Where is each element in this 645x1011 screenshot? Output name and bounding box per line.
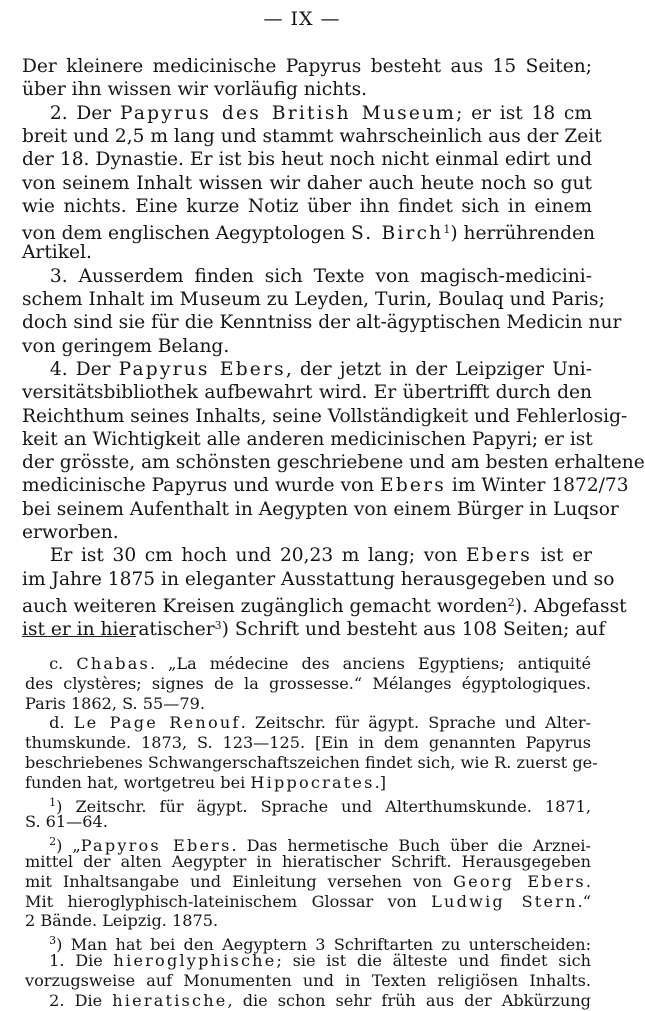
text-segment: doch sind sie für die Kenntniss der alt-ägyptischen Medicin nur [22, 312, 622, 334]
text-line [22, 429, 592, 451]
text-line [22, 103, 592, 125]
text-segment: der grösste, am schönsten geschriebene und am besten erhaltene [22, 452, 645, 474]
text-line [22, 615, 606, 641]
text-segment: ) Man hat bei den Aegyptern 3 Schriftarten zu unterscheiden: [56, 935, 591, 955]
footnote-separator [22, 636, 136, 637]
text-line [22, 289, 605, 311]
text-line [22, 498, 619, 521]
footnote-line [25, 911, 591, 931]
text-line [22, 452, 645, 474]
spaced-name: Georg Ebers [453, 871, 586, 891]
footnote-line [25, 654, 591, 674]
text-segment: thumskunde. 1873, S. 123—125. [Ein in dem genannten Papyrus [25, 733, 591, 753]
text-segment: erworben. [22, 522, 119, 543]
footnote-marker: 1 [443, 223, 451, 237]
text-segment: Paris 1862, S. 55—79. [25, 693, 205, 713]
text-segment: c. [25, 654, 77, 673]
text-segment: Mit hieroglyphisch-lateinischem Glossar von [25, 891, 432, 911]
spaced-name: hieroglyphische [113, 951, 277, 970]
footnote-line [25, 892, 591, 912]
text-segment: .] [374, 772, 387, 792]
footnote-line [25, 773, 591, 793]
text-segment: über ihn wissen wir vorläufig nichts. [22, 79, 368, 101]
spaced-name: hieratische [112, 990, 228, 1010]
text-segment: der 18. Dynastie. Er ist bis heut noch nicht einmal edirt und [22, 149, 592, 171]
text-segment: .“ [577, 891, 591, 911]
text-line [22, 522, 592, 544]
text-segment: ) Schrift und besteht aus 108 Seiten; auf [221, 619, 606, 641]
footnote-line [25, 694, 591, 714]
text-segment: von dem englischen Aegyptologen [22, 223, 351, 245]
text-segment: . Das hermetische Buch über die Arznei- [231, 836, 591, 856]
footnote-line [25, 753, 598, 773]
spaced-name: Ebers [466, 545, 532, 567]
text-segment: des clystères; signes de la grossesse.“ Mélanges égyptologiques. [25, 673, 591, 693]
spaced-name: Chabas [76, 654, 150, 673]
footnote-marker: 1 [49, 795, 57, 809]
text-segment: breit und 2,5 m lang und stammt wahrscheinlich aus der Zeit [22, 125, 602, 147]
text-line [22, 266, 592, 288]
footnote-marker: 3 [49, 934, 57, 948]
footnote-line [25, 951, 591, 971]
footnote-line [25, 713, 591, 733]
spaced-name: Ludwig Stern [431, 891, 578, 911]
text-segment: vorzugsweise auf Monumenten und in Texten religiösen Inhalts. [25, 970, 591, 990]
footnote-line [25, 674, 591, 694]
text-segment: ) Zeitschr. für ägypt. Sprache und Alterthumskunde. 1871, [56, 796, 591, 816]
text-line [22, 405, 628, 428]
spaced-name: Hippocrates [250, 772, 375, 792]
text-line [22, 359, 592, 381]
text-segment: 2 Bände. Leipzig. 1875. [25, 911, 219, 931]
text-segment: Der kleinere medicinische Papyrus besteht aus 15 Seiten; [22, 56, 592, 77]
footnote-marker: 2 [507, 595, 515, 609]
text-segment: schem Inhalt im Museum zu Leyden, Turin, Boulaq und Paris; [22, 289, 605, 310]
footnote-marker: 2 [49, 835, 57, 849]
text-line [22, 219, 595, 245]
spaced-name: Papyros Ebers [80, 836, 232, 856]
text-line [22, 173, 592, 195]
text-segment: ) herrührenden [450, 223, 595, 245]
text-segment: Er ist 30 cm hoch und 20,23 m lang; von [22, 545, 467, 567]
text-segment: mit Inhaltsangabe und Einleitung versehen von [25, 871, 454, 891]
spaced-name: S. Birch [350, 223, 444, 245]
text-segment: im Jahre 1875 in eleganter Ausstattung herausgegeben und so [22, 568, 615, 590]
text-segment: mittel der alten Aegypter in hieratischer Schrift. Herausgegeben [25, 852, 591, 871]
text-line [22, 382, 592, 404]
text-segment: keit an Wichtigkeit alle anderen medicinischen Papyri; er ist [22, 428, 593, 450]
spaced-name: Ebers [380, 475, 446, 497]
text-line [22, 568, 615, 591]
footnote-line [25, 872, 591, 892]
page-number-header: — IX — [263, 8, 341, 30]
text-line [22, 312, 622, 334]
text-segment: . Zeitschr. für ägypt. Sprache und Alter- [240, 713, 591, 733]
text-segment: 3. Ausserdem finden sich Texte von magisch-medicini- [22, 265, 592, 287]
text-segment: ; er ist 18 cm [456, 102, 592, 124]
text-segment: von seinem Inhalt wissen wir daher auch heute noch so gut [22, 172, 592, 194]
footnote-line [25, 971, 591, 991]
spaced-name: Papyrus Ebers [118, 358, 286, 380]
text-segment: 4. Der [22, 358, 119, 380]
text-segment: beschriebenes Schwangerschaftszeichen findet sich, wie R. zuerst ge- [25, 753, 598, 772]
text-segment: 2. Die [25, 990, 113, 1010]
text-segment: ist er in hieratischer [22, 619, 215, 641]
text-segment: . [585, 871, 591, 891]
footnote-line [25, 852, 591, 872]
text-line [22, 196, 592, 218]
spaced-name: Papyrus des British Museum [119, 102, 457, 124]
text-line [22, 545, 592, 567]
text-segment: , die schon sehr früh aus der Abkürzung [227, 990, 591, 1010]
text-line [22, 125, 602, 148]
text-segment: 1. Die [25, 951, 114, 970]
text-segment: im Winter 1872/73 [445, 475, 629, 497]
text-segment: ; sie ist die älteste und findet sich [276, 951, 591, 970]
text-segment: ist er [531, 545, 592, 567]
text-segment: Reichthum seines Inhalts, seine Vollständigkeit und Fehlerlosig- [22, 405, 628, 427]
text-segment: auch weiteren Kreisen zugänglich gemacht worden [22, 595, 508, 617]
text-segment: Artikel. [22, 242, 92, 264]
text-segment: wie nichts. Eine kurze Notiz über ihn findet sich in einem [22, 195, 592, 217]
text-line [22, 336, 592, 358]
text-segment: medicinische Papyrus und wurde von [22, 475, 381, 497]
text-segment: , der jetzt in der Leipziger Uni- [285, 358, 592, 380]
text-line [22, 475, 629, 497]
text-line [22, 79, 592, 101]
text-segment: d. [25, 713, 74, 733]
text-segment: versitätsbibliothek aufbewahrt wird. Er übertrifft durch den [22, 382, 592, 404]
text-line [22, 592, 627, 618]
footnote-line [25, 991, 591, 1011]
text-line [22, 242, 592, 264]
text-segment: . „La médecine des anciens Egyptiens; antiquité [149, 654, 591, 673]
text-segment: ) „ [56, 836, 81, 856]
footnote-line [25, 733, 591, 753]
spaced-name: Le Page Renouf [73, 713, 241, 733]
text-line [22, 149, 592, 171]
footnote-line [25, 812, 591, 832]
text-segment: S. 61—64. [25, 812, 108, 832]
text-segment: funden hat, wortgetreu bei [25, 772, 251, 792]
text-segment: bei seinem Aufenthalt in Aegypten von einem Bürger in Luqsor [22, 498, 619, 520]
text-segment: 2. Der [22, 102, 120, 124]
text-segment: ). Abgefasst [514, 595, 627, 617]
text-line [22, 56, 592, 78]
text-segment: von geringem Belang. [22, 335, 230, 357]
footnote-marker: 3 [214, 619, 222, 633]
